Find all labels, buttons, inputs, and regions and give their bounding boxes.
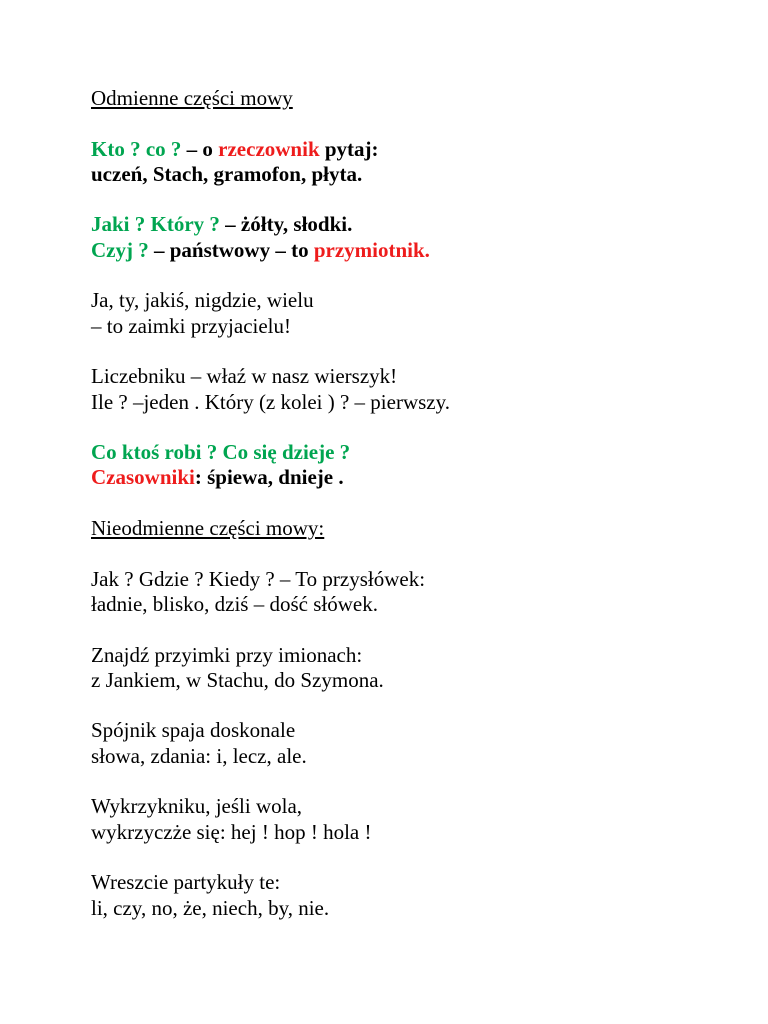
verb-line [91,465,731,490]
conjunction-line-2: słowa, zdania: i, lecz, ale. [91,743,307,768]
particle-line-1: Wreszcie partykuły te: [91,870,281,895]
adjective-line-2 [91,238,731,263]
adjective-term: przymiotnik. [313,237,430,262]
preposition-line-2: z Jankiem, w Stachu, do Szymona. [91,667,384,692]
pronoun-line-2: – to zaimki przyjacielu! [91,313,292,338]
noun-examples: uczeń, Stach, gramofon, płyta. [91,161,363,186]
pronoun-line-1: Ja, ty, jakiś, nigdzie, wielu [91,288,314,313]
adjective-question-2: Czyj ? [91,237,149,262]
adverb-line-2: ładnie, blisko, dziś – dość słówek. [91,591,378,616]
adverb-line-1: Jak ? Gdzie ? Kiedy ? – To przysłówek: [91,566,426,591]
heading-uninflected-parts: Nieodmienne części mowy: [91,516,325,541]
noun-post: pytaj: [319,136,379,161]
numeral-line-1: Liczebniku – właź w nasz wierszyk! [91,364,398,389]
document-page [91,86,731,921]
particle-line-2: li, czy, no, że, niech, by, nie. [91,895,330,920]
noun-pre: – o [181,136,219,161]
verb-examples: : śpiewa, dnieje . [194,465,344,490]
numeral-line-2: Ile ? –jeden . Który (z kolei ) ? – pierwszy. [91,389,450,414]
heading-inflected-parts: Odmienne części mowy [91,86,293,110]
noun-term: rzeczownik [218,136,320,161]
adjective-examples-2: – państwowy – to [148,237,314,262]
interjection-line-1: Wykrzykniku, jeśli wola, [91,794,303,819]
noun-question: Kto ? co ? [91,136,182,161]
adjective-examples-1: – żółty, słodki. [219,212,353,237]
verb-term: Czasowniki [91,465,195,490]
preposition-line-1: Znajdź przyimki przy imionach: [91,642,363,667]
noun-question-line [91,137,731,162]
interjection-line-2: wykrzyczże się: hej ! hop ! hola ! [91,819,372,844]
adjective-line-1 [91,212,731,237]
conjunction-line-1: Spójnik spaja doskonale [91,718,296,743]
adjective-question-1: Jaki ? Który ? [91,212,220,237]
verb-question: Co ktoś robi ? Co się dzieje ? [91,440,351,465]
